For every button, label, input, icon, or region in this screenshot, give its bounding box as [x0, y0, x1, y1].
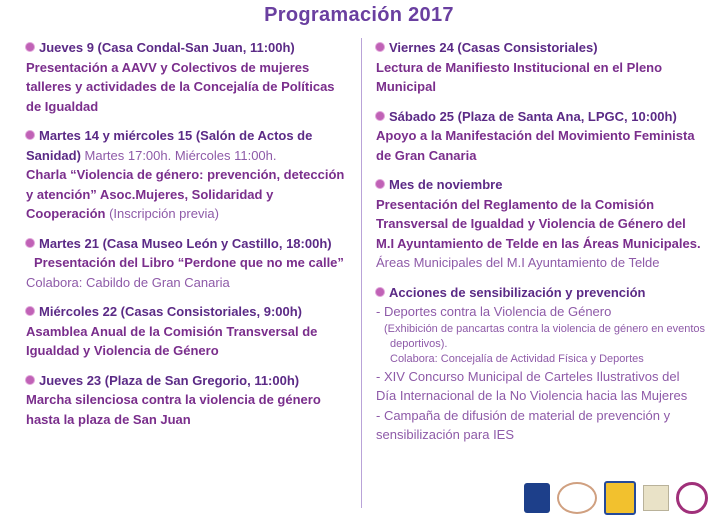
event-text: Asamblea Anual de la Comisión Transversal de: [26, 323, 318, 339]
event-jueves-9: [26, 38, 356, 116]
ciudad-deportiva-logo-icon: [557, 482, 597, 514]
event-heading: Sábado 25 (Plaza de Santa Ana, LPGC, 10:00h): [376, 107, 708, 127]
action-item: sensibilización para IES: [376, 427, 515, 442]
event-text: talleres y actividades de la Concejalía de Políticas: [26, 79, 335, 94]
action-item: - XIV Concurso Municipal de Carteles Ilustrativos del: [376, 368, 680, 384]
event-text: hasta la plaza de San Juan: [26, 411, 191, 427]
event-text: Charla “Violencia de género: prevención, detección: [26, 167, 345, 182]
action-item: - Deportes contra la Violencia de Género: [376, 304, 612, 319]
flower-bullet-icon: [26, 307, 34, 315]
event-heading: Jueves 9 (Casa Condal-San Juan, 11:00h): [26, 38, 356, 58]
action-item: - Campaña de difusión de material de prevención y: [376, 407, 671, 423]
event-text: Apoyo a la Manifestación del Movimiento Feminista: [376, 128, 695, 143]
action-note: (Exhibición de pancartas contra la violencia de género en eventos: [384, 322, 706, 335]
event-miercoles-22: [26, 302, 356, 361]
flower-bullet-icon: [376, 112, 384, 120]
page-title: Programación 2017: [264, 4, 454, 26]
municipal-logo-icon: [643, 485, 669, 511]
action-note: deportivos).: [390, 337, 448, 350]
institution-logo-icon: [524, 483, 550, 513]
event-text: Cooperación (Inscripción previa): [26, 206, 219, 221]
event-heading: Acciones de sensibilización y prevención: [376, 283, 708, 303]
flower-bullet-icon: [26, 376, 34, 384]
right-column: [376, 38, 708, 455]
event-text: Igualdad y Violencia de Género: [26, 343, 219, 358]
event-text: de Gran Canaria: [376, 147, 477, 163]
event-heading-cont: Sanidad) Martes 17:00h. Miércoles 11:00h.: [26, 147, 277, 163]
flower-bullet-icon: [26, 239, 34, 247]
event-heading: Martes 14 y miércoles 15 (Salón de Actos de: [26, 126, 356, 146]
sponsor-logos: [524, 478, 714, 518]
event-acciones: [376, 283, 708, 445]
igualdad-logo-icon: [676, 482, 708, 514]
event-text: Marcha silenciosa contra la violencia de género: [26, 392, 321, 407]
action-item: Día Internacional de la No Violencia hacia las Mujeres: [376, 388, 688, 403]
cabildo-logo-icon: [604, 481, 636, 515]
event-viernes-24: [376, 38, 708, 97]
flower-bullet-icon: [26, 131, 34, 139]
flower-bullet-icon: [376, 288, 384, 296]
event-text: Transversal de Igualdad y Violencia de Género del: [376, 216, 686, 231]
flower-bullet-icon: [26, 43, 34, 51]
event-heading: Martes 21 (Casa Museo León y Castillo, 18:00h): [26, 234, 356, 254]
event-mes-noviembre: [376, 175, 708, 273]
flower-bullet-icon: [376, 180, 384, 188]
event-text: Presentación del Libro “Perdone que no me calle”: [34, 255, 344, 270]
event-heading: Mes de noviembre: [376, 175, 708, 195]
action-note: Colabora: Concejalía de Actividad Física y Deportes: [390, 352, 644, 365]
event-heading: Jueves 23 (Plaza de San Gregorio, 11:00h): [26, 371, 356, 391]
left-column: [26, 38, 356, 439]
flower-bullet-icon: [376, 43, 384, 51]
event-text: Lectura de Manifiesto Institucional en el Pleno: [376, 59, 663, 75]
column-divider: [361, 38, 362, 508]
event-collab: Colabora: Cabildo de Gran Canaria: [26, 274, 230, 290]
event-martes-14: [26, 126, 356, 224]
event-text-light: Áreas Municipales del M.I Ayuntamiento de Telde: [376, 255, 660, 270]
event-text: de Igualdad: [26, 98, 99, 114]
event-text: Presentación del Reglamento de la Comisión: [376, 196, 655, 212]
event-sabado-25: [376, 107, 708, 166]
event-text: M.I Ayuntamiento de Telde en las Áreas Municipales.: [376, 235, 701, 251]
event-heading: Miércoles 22 (Casas Consistoriales, 9:00h): [26, 302, 356, 322]
event-heading: Viernes 24 (Casas Consistoriales): [376, 38, 708, 58]
event-text: Presentación a AAVV y Colectivos de mujeres: [26, 59, 310, 75]
event-jueves-23: [26, 371, 356, 430]
event-martes-21: [26, 234, 356, 293]
event-text: y atención” Asoc.Mujeres, Solidaridad y: [26, 186, 274, 202]
event-text: Municipal: [376, 79, 436, 94]
